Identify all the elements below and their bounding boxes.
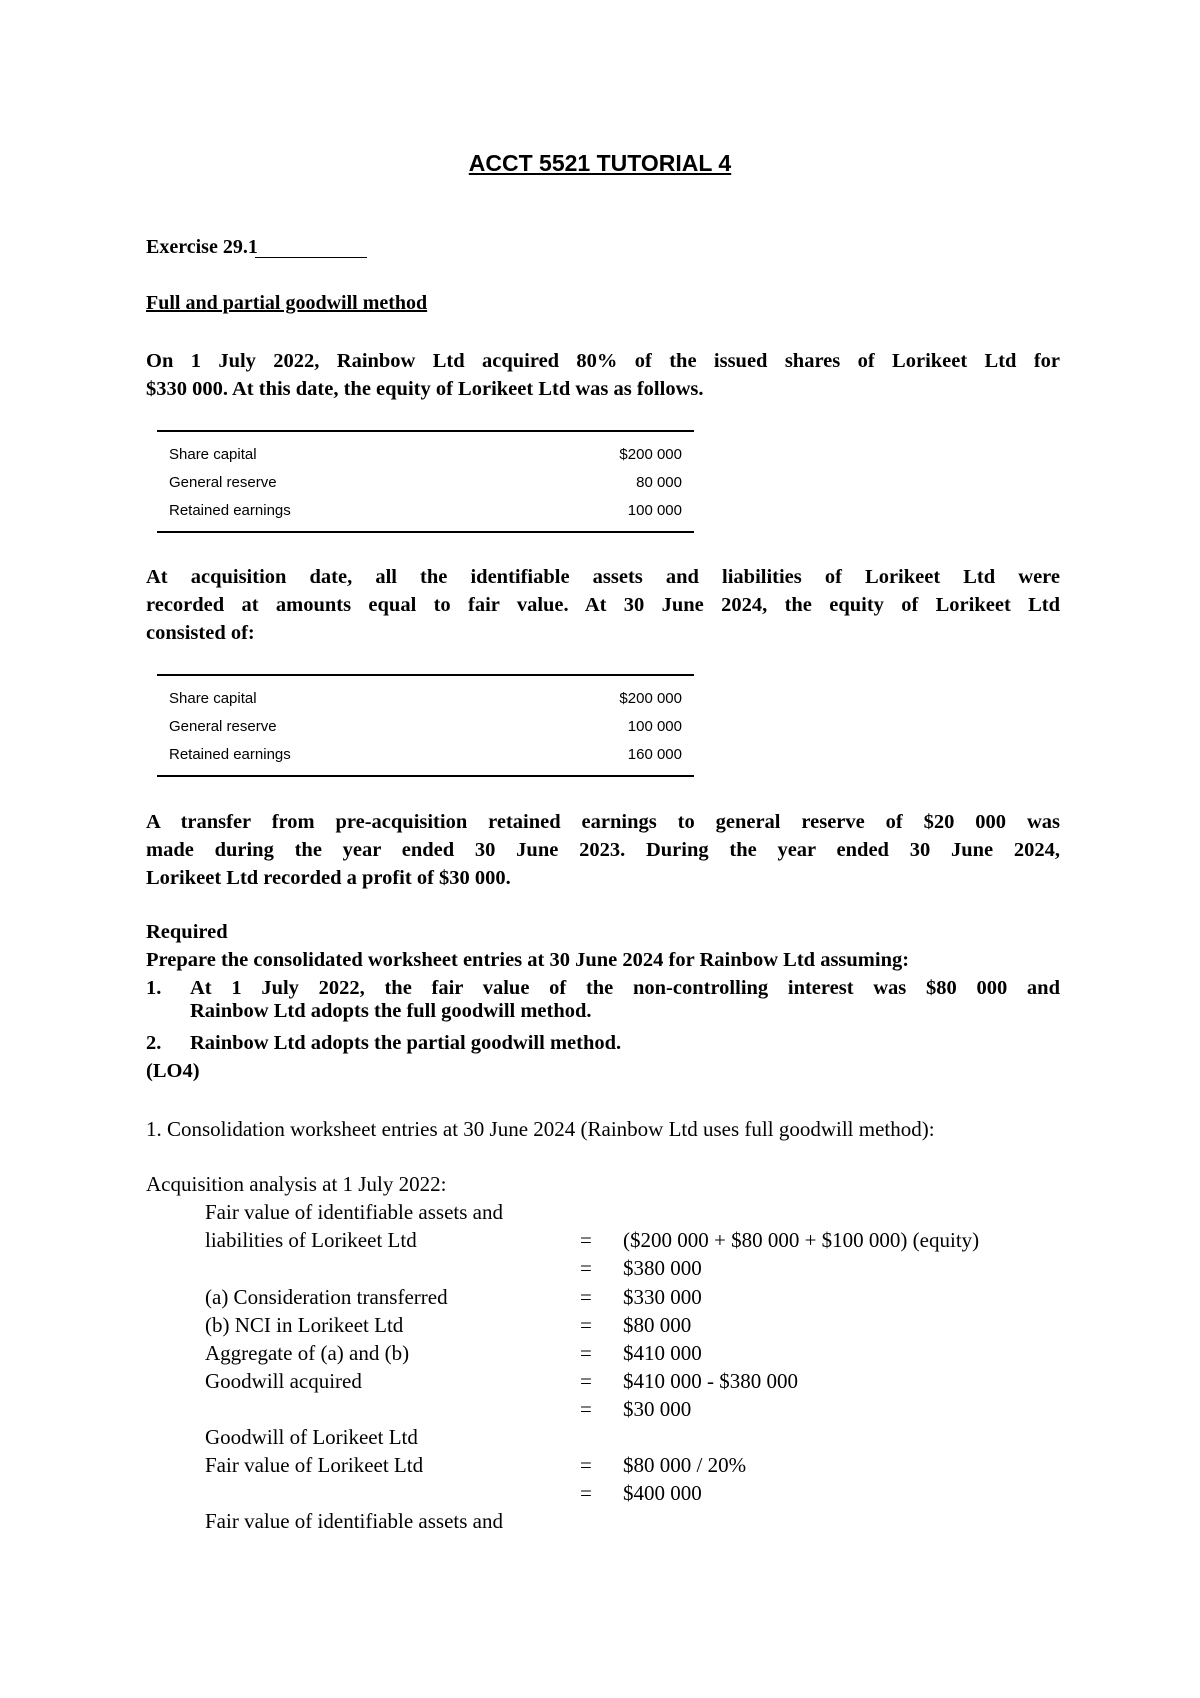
item-text — [190, 1032, 1060, 1055]
equals-sign: = — [580, 1481, 592, 1505]
analysis-heading: Acquisition analysis at 1 July 2022: — [146, 1172, 447, 1196]
analysis-value: $400 000 — [623, 1481, 702, 1505]
analysis-value: $80 000 — [623, 1313, 692, 1337]
table-bottom-rule — [157, 775, 694, 777]
item-number: 2. — [146, 1032, 162, 1054]
equals-sign: = — [580, 1397, 592, 1421]
row-label: Retained earnings — [169, 746, 291, 763]
analysis-label: Goodwill of Lorikeet Ltd — [205, 1425, 418, 1449]
intro-paragraph — [146, 347, 1060, 403]
paragraph-line: recorded at amounts equal to fair value. At 30 June 2024, the equity of Lorikeet Ltd — [146, 594, 1060, 616]
analysis-label: Fair value of Lorikeet Ltd — [205, 1453, 424, 1477]
paragraph-line: At acquisition date, all the identifiable assets and liabilities of Lorikeet Ltd were — [146, 566, 1060, 588]
solution-heading: 1. Consolidation worksheet entries at 30 June 2024 (Rainbow Ltd uses full goodwill method): — [146, 1117, 935, 1141]
analysis-label: liabilities of Lorikeet Ltd — [205, 1228, 417, 1252]
row-value: 80 000 — [636, 474, 682, 491]
intro-line: On 1 July 2022, Rainbow Ltd acquired 80% of the issued shares of Lorikeet Ltd for — [146, 350, 1060, 372]
item-number: 1. — [146, 977, 162, 999]
analysis-value: $380 000 — [623, 1256, 702, 1280]
item-line: Rainbow Ltd adopts the full goodwill method. — [190, 1000, 592, 1022]
paragraph-line: consisted of: — [146, 622, 255, 644]
table-bottom-rule — [157, 531, 694, 533]
table-row — [169, 446, 682, 463]
item-line: Rainbow Ltd adopts the partial goodwill method. — [190, 1032, 622, 1054]
row-value: $200 000 — [619, 690, 682, 707]
item-text — [190, 977, 1060, 1023]
equals-sign: = — [580, 1256, 592, 1280]
paragraph-line: A transfer from pre-acquisition retained earnings to general reserve of $20 000 was — [146, 811, 1060, 833]
equals-sign: = — [580, 1228, 592, 1252]
table-row — [169, 690, 682, 707]
analysis-label: Fair value of identifiable assets and — [205, 1509, 503, 1533]
table-row — [169, 474, 682, 491]
paragraph-line: Lorikeet Ltd recorded a profit of $30 000. — [146, 867, 511, 889]
page-title: ACCT 5521 TUTORIAL 4 — [468, 150, 732, 176]
equals-sign: = — [580, 1341, 592, 1365]
equals-sign: = — [580, 1285, 592, 1309]
row-label: Retained earnings — [169, 502, 291, 519]
row-label: Share capital — [169, 446, 257, 463]
table-row — [169, 746, 682, 763]
table-top-rule — [157, 430, 694, 432]
learning-outcome: (LO4) — [146, 1060, 200, 1082]
analysis-label: Goodwill acquired — [205, 1369, 362, 1393]
fair-value-paragraph — [146, 563, 1060, 647]
intro-line: $330 000. At this date, the equity of Lorikeet Ltd was as follows. — [146, 378, 704, 400]
row-label: General reserve — [169, 474, 277, 491]
required-heading: Required — [146, 921, 228, 943]
exercise-underline — [255, 257, 367, 258]
analysis-label: (b) NCI in Lorikeet Ltd — [205, 1313, 404, 1337]
required-instruction: Prepare the consolidated worksheet entries at 30 June 2024 for Rainbow Ltd assuming: — [146, 949, 910, 971]
analysis-label: Fair value of identifiable assets and — [205, 1200, 503, 1224]
row-label: Share capital — [169, 690, 257, 707]
analysis-value: $410 000 — [623, 1341, 702, 1365]
equals-sign: = — [580, 1453, 592, 1477]
row-value: 160 000 — [627, 746, 682, 763]
analysis-value: $330 000 — [623, 1285, 702, 1309]
analysis-label: Aggregate of (a) and (b) — [205, 1341, 410, 1365]
transfer-paragraph — [146, 808, 1060, 892]
analysis-value: $410 000 - $380 000 — [623, 1369, 798, 1393]
analysis-value: $30 000 — [623, 1397, 692, 1421]
row-value: 100 000 — [627, 718, 682, 735]
table-row — [169, 502, 682, 519]
paragraph-line: made during the year ended 30 June 2023. During the year ended 30 June 2024, — [146, 839, 1060, 861]
analysis-label: (a) Consideration transferred — [205, 1285, 448, 1309]
exercise-subtitle: Full and partial goodwill method — [146, 292, 428, 314]
table-top-rule — [157, 674, 694, 676]
exercise-heading: Exercise 29.1 — [146, 236, 258, 258]
analysis-value: $80 000 / 20% — [623, 1453, 747, 1477]
analysis-value: ($200 000 + $80 000 + $100 000) (equity) — [623, 1228, 980, 1252]
row-label: General reserve — [169, 718, 277, 735]
equals-sign: = — [580, 1369, 592, 1393]
row-value: $200 000 — [619, 446, 682, 463]
table-row — [169, 718, 682, 735]
equals-sign: = — [580, 1313, 592, 1337]
item-line: At 1 July 2022, the fair value of the non-controlling interest was $80 000 and — [190, 977, 1060, 999]
row-value: 100 000 — [627, 502, 682, 519]
